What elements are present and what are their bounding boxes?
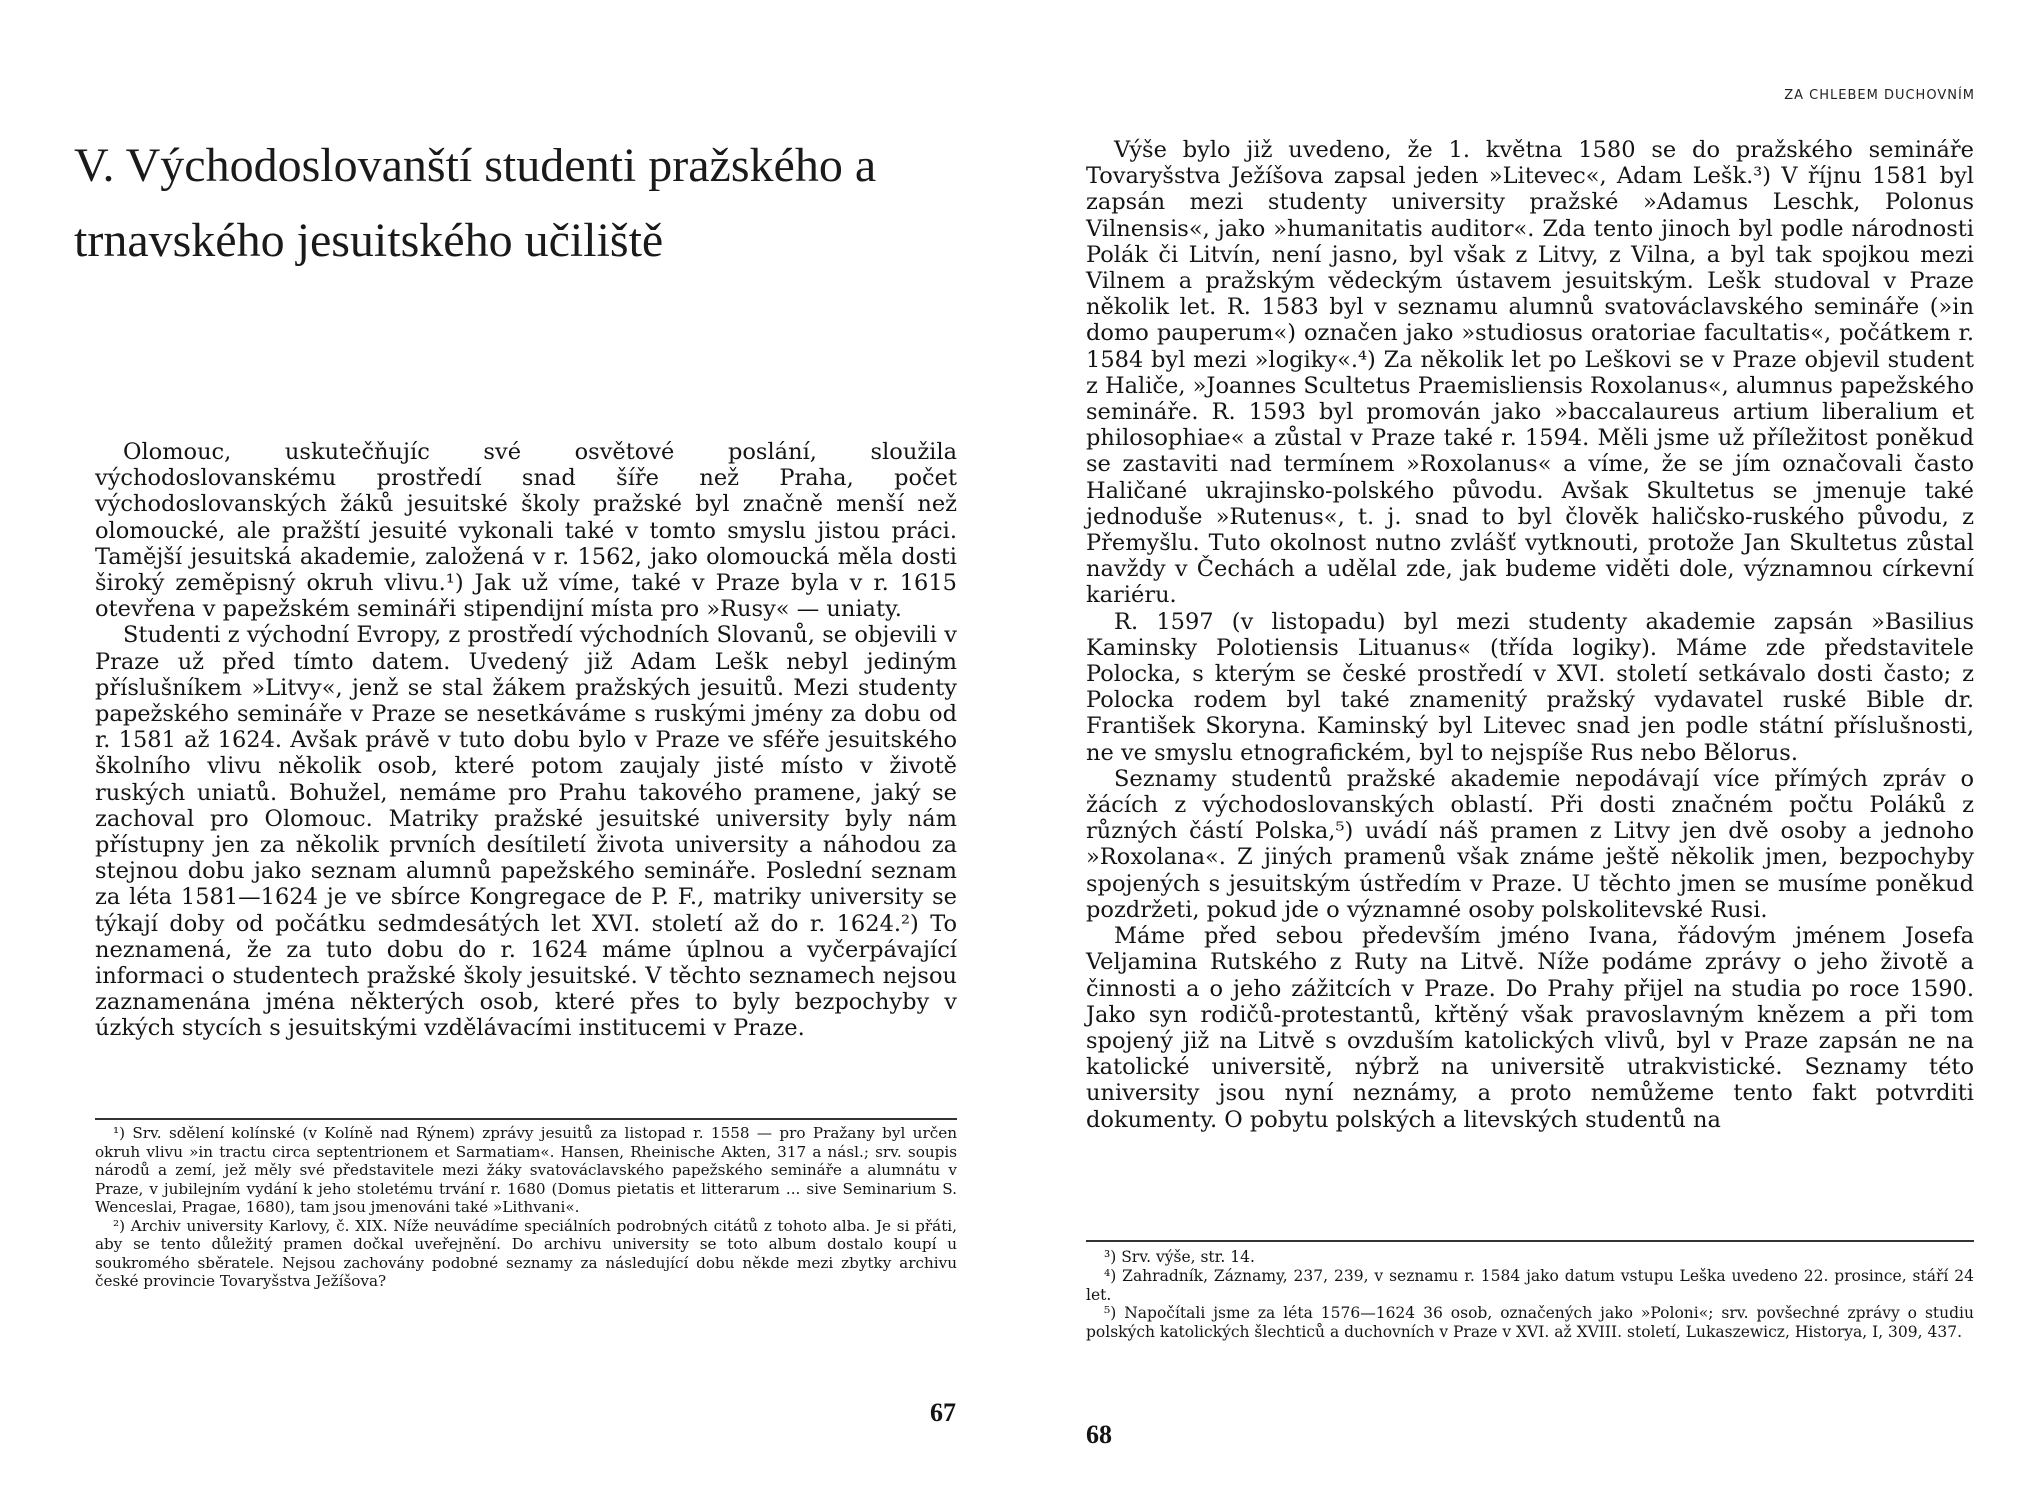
footnote: ¹) Srv. sdělení kolínské (v Kolíně nad Rýnem) zprávy jesuitů za listopad r. 1558 — pro Pražany byl určen okruh vlivu »in tractu circa septentrionem et Sarmatiam«. Hansen, Rheinische Akten, 317 a násl.; srv. soupis národů a zemí, jež měly své představitele mezi žáky svatováclavského papežského semináře a alumnátu v Praze, v jubilejním vydání k jeho stoletému trvání r. 1680 (Domus pietatis et litterarum ... sive Seminarium S. Wenceslai, Pragae, 1680), tam jsou jmenováni také »Lithvani«.: [95, 1124, 957, 1216]
page-number: 68: [1086, 1420, 1112, 1449]
page-number: 67: [930, 1398, 956, 1427]
paragraph: Máme před sebou především jméno Ivana, řádovým jménem Josefa Veljamina Rutského z Ruty na Litvě. Níže podáme zprávy o jeho životě a činnosti a o jeho zážitcích v Praze. Do Prahy přijel na studia po roce 1590. Jako syn rodičů-protestantů, křtěný však pravoslavným knězem a při tom spojený již na Litvě s ovzduším katolických vlivů, byl v Praze zapsán ne na katolické universitě, nýbrž na universitě utrakvistické. Seznamy této university jsou nyní neznámy, a proto nemůžeme tento fakt potvrditi dokumenty. O pobytu polských a litevských studentů na: [1086, 923, 1974, 1133]
footnote: ⁵) Napočítali jsme za léta 1576—1624 36 osob, označených jako »Poloni«; srv. povšechné zprávy o studiu polských katolických šlechticů a duchovních v Praze v XVI. až XVIII. století, Lukaszewicz, Historya, I, 309, 437.: [1086, 1304, 1974, 1342]
right-footnotes: [1086, 1248, 1974, 1342]
footnote: ²) Archiv university Karlovy, č. XIX. Níže neuvádíme speciálních podrobných citátů z tohoto alba. Je si přáti, aby se tento důležitý pramen dočkal uveřejnění. Do archivu university se toto album dostalo koupí u soukromého sběratele. Nejsou zachovány podobné seznamy za následující dobu někde mezi zbytky archivu české provincie Tovaryšstva Ježíšova?: [95, 1216, 957, 1290]
paragraph: Seznamy studentů pražské akademie nepodávají více přímých zpráv o žácích z východoslovanských oblastí. Při dosti značném počtu Poláků z různých částí Polska,⁵) uvádí náš pramen z Litvy jen dvě osoby a jednoho »Roxolana«. Z jiných pramenů však známe ještě několik jmen, bezpochyby spojených s jesuitským ústředím v Praze. U těchto jmen se musíme poněkud pozdržeti, pokud jde o významné osoby polskolitevské Rusi.: [1086, 765, 1974, 923]
footnote: ³) Srv. výše, str. 14.: [1104, 1248, 1255, 1266]
right-page: [1017, 0, 2034, 1500]
right-body-text: [1086, 137, 1974, 1133]
left-body-text: [95, 439, 957, 1042]
paragraph: Výše bylo již uvedeno, že 1. května 1580 se do pražského semináře Tovaryšstva Ježíšova zapsal jeden »Litevec«, Adam Lešk.³) V říjnu 1581 byl zapsán mezi studenty university pražské »Adamus Leschk, Polonus Vilnensis«, jako »humanitatis auditor«. Zda tento jinoch byl podle národnosti Polák či Litvín, není jasno, byl však z Litvy, z Vilna, a byl tak spojkou mezi Vilnem a pražským vědeckým ústavem jesuitským. Lešk studoval v Praze několik let. R. 1583 byl v seznamu alumnů svatováclavského semináře (»in domo pauperum«) označen jako »studiosus oratoriae facultatis«, počátkem r. 1584 byl mezi »logiky«.⁴) Za několik let po Leškovi se v Praze objevil student z Haliče, »Joannes Scultetus Praemisliensis Roxolanus«, alumnus papežského semináře. R. 1593 byl promován jako »baccalaureus artium liberalium et philosophiae« a zůstal v Praze také r. 1594. Měli jsme už příležitost poněkud se zastaviti nad termínem »Roxolanus« a víme, že se jím označovali často Haličané ukrajinsko-polského původu. Avšak Skultetus se jmenuje také jednoduše »Rutenus«, t. j. snad to byl člověk haličsko-ruského původu, z Přemyšlu. Tuto okolnost nutno zvlášť vytknouti, protože Jan Skultetus zůstal navždy v Čechách a udělal zde, jak budeme viděti dole, významnou církevní kariéru.: [1086, 137, 1975, 609]
left-footnotes: [95, 1124, 957, 1291]
paragraph: R. 1597 (v listopadu) byl mezi studenty akademie zapsán »Basilius Kaminsky Polotiensis Lituanus« (třída logiky). Máme zde představitele Polocka, s kterým se české prostředí v XVI. století setkávalo dosti často; z Polocka rodem byl také znamenitý pražský vydavatel ruské Bible dr. František Skoryna. Kaminský byl Litevec snad jen podle státní příslušnosti, ne ve smyslu etnografickém, byl to nejspíše Rus nebo Bělorus.: [1086, 608, 1974, 766]
footnote-divider: [1086, 1240, 1974, 1242]
paragraph: Studenti z východní Evropy, z prostředí východních Slovanů, se objevili v Praze už před tímto datem. Uvedený již Adam Lešk nebyl jediným příslušníkem »Litvy«, jenž se stal žákem pražských jesuitů. Mezi studenty papežského semináře v Praze se nesetkáváme s ruskými jmény za dobu od r. 1581 až 1624. Avšak právě v tuto dobu bylo v Praze ve sféře jesuitského školního vlivu několik osob, které potom zaujaly jisté místo v životě ruských uniatů. Bohužel, nemáme pro Prahu takového pramene, jaký se zachoval pro Olomouc. Matriky pražské jesuitské university byly nám přístupny jen za několik prvních desítiletí života university a náhodou za stejnou dobu jako seznam alumnů papežského semináře. Poslední seznam za léta 1581—1624 je ve sbírce Kongregace de P. F., matriky university se týkají doby od počátku sedmdesátých let XVI. století až do r. 1624.²) To neznamená, že za tuto dobu do r. 1624 máme úplnou a vyčerpávající informaci o studentech pražské školy jesuitské. V těchto seznamech nejsou zaznamenána jména některých osob, které přes to byly bezpochyby v úzkých stycích s jesuitskými vzdělávacími institucemi v Praze.: [95, 622, 957, 1042]
running-head: ZA CHLEBEM DUCHOVNÍM: [1784, 88, 1975, 103]
chapter-title: V. Východoslovanští studenti pražského a trnavského jesuitského učiliště: [74, 139, 877, 267]
footnote: ⁴) Zahradník, Záznamy, 237, 239, v seznamu r. 1584 jako datum vstupu Leška uvedeno 22. prosince, stáří 24 let.: [1086, 1266, 1974, 1304]
footnote-divider: [95, 1118, 957, 1120]
paragraph: Olomouc, uskutečňujíc své osvětové poslání, sloužila východoslovanskému prostředí snad šíře než Praha, počet východoslovanských žáků jesuitské školy pražské byl značně menší než olomoucké, ale pražští jesuité vykonali také v tomto smyslu jistou práci. Tamější jesuitská akademie, založená v r. 1562, jako olomoucká měla dosti široký zeměpisný okruh vlivu.¹) Jak už víme, také v Praze byla v r. 1615 otevřena v papežském semináři stipendijní místa pro »Rusy« — uniaty.: [95, 439, 957, 623]
